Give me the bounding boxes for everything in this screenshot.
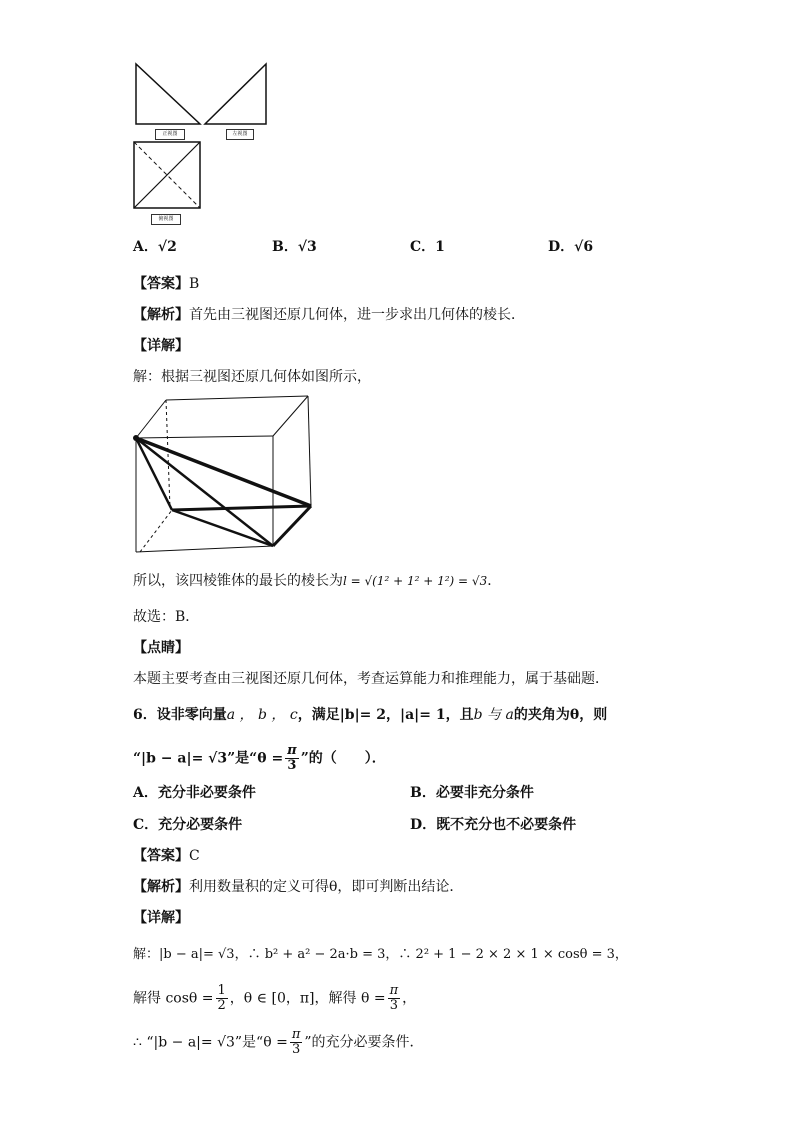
- q5-detail-heading: 【详解】: [133, 338, 189, 354]
- q5-comment-heading: 【点睛】: [133, 640, 189, 656]
- q6-stem-line2: “|b − a|= √3”是“θ = $\frac{\pi}{3}$ ”的（ ）．: [133, 743, 386, 773]
- q6-stem-line1: 6．设非零向量a ， b ， c，满足|b|= 2，|a|= 1，且b 与 a的夹角为θ，则: [133, 707, 608, 723]
- edge-right-back-vertical: [308, 396, 311, 506]
- q5-option-a: A．√2: [133, 239, 177, 255]
- q5-choose: 故选：B．: [133, 609, 200, 625]
- q6-analysis: 【解析】利用数量积的定义可得θ，即可判断出结论．: [133, 879, 464, 895]
- q6-solution-line1: 解：|b − a|= √3，∴ b² + a² − 2a·b = 3，∴ 2² + 1 − 2 × 2 × 1 × cosθ = 3，: [133, 947, 628, 962]
- q5-option-c: C．1: [410, 239, 445, 255]
- pyramid-edge-6: [273, 506, 311, 546]
- side-view-triangle: [205, 64, 266, 124]
- pyramid-edge-5: [172, 510, 273, 546]
- hidden-edge-bottom-left: [140, 510, 172, 552]
- q5-option-b: B．√3: [272, 239, 317, 255]
- q6-option-c: C．充分必要条件: [133, 817, 243, 833]
- top-view-caption: 俯视图: [151, 214, 181, 225]
- q5-detail-line2: 所以，该四棱锥体的最长的棱长为l = √(1² + 1² + 1²) = √3．: [133, 573, 502, 589]
- q5-comment: 本题主要考查由三视图还原几何体，考查运算能力和推理能力，属于基础题．: [133, 671, 609, 687]
- apex-point: [133, 435, 139, 441]
- q6-answer: 【答案】C: [133, 848, 200, 864]
- edge-bottom-front: [136, 546, 273, 552]
- front-view-triangle: [136, 64, 200, 124]
- solid-figure: [130, 392, 320, 560]
- hidden-edge-vertical: [166, 400, 170, 508]
- pyramid-edge-4: [172, 506, 311, 510]
- q5-option-d: D．√6: [548, 239, 594, 255]
- front-view-caption: 正视图: [155, 129, 185, 140]
- q5-detail-line1: 解：根据三视图还原几何体如图所示，: [133, 369, 371, 385]
- q5-analysis: 【解析】首先由三视图还原几何体，进一步求出几何体的棱长．: [133, 307, 525, 323]
- q6-solution-line3: ∴ “|b − a|= √3”是“θ = $\frac{\pi}{3}$ ”的充分必要条件．: [133, 1027, 424, 1057]
- q6-detail-heading: 【详解】: [133, 910, 189, 926]
- q6-option-d: D．既不充分也不必要条件: [410, 817, 577, 833]
- edge-top-front: [136, 436, 273, 438]
- edge-top-back: [166, 396, 308, 400]
- edge-top-right: [273, 396, 308, 436]
- q6-solution-line2: 解得 cosθ = $\frac{1}{2}$ ，θ ∈ [0，π]，解得 θ = $\frac{\pi}{3}$ ，: [133, 983, 417, 1013]
- q6-option-b: B．必要非充分条件: [410, 785, 534, 801]
- three-views-figure: [128, 58, 278, 230]
- q5-answer: 【答案】B: [133, 276, 200, 292]
- q6-option-a: A．充分非必要条件: [133, 785, 256, 801]
- side-view-caption: 左视图: [226, 129, 254, 140]
- edge-top-left: [136, 400, 166, 438]
- pyramid-edge-2: [136, 438, 273, 546]
- pyramid-edge-1: [136, 438, 311, 506]
